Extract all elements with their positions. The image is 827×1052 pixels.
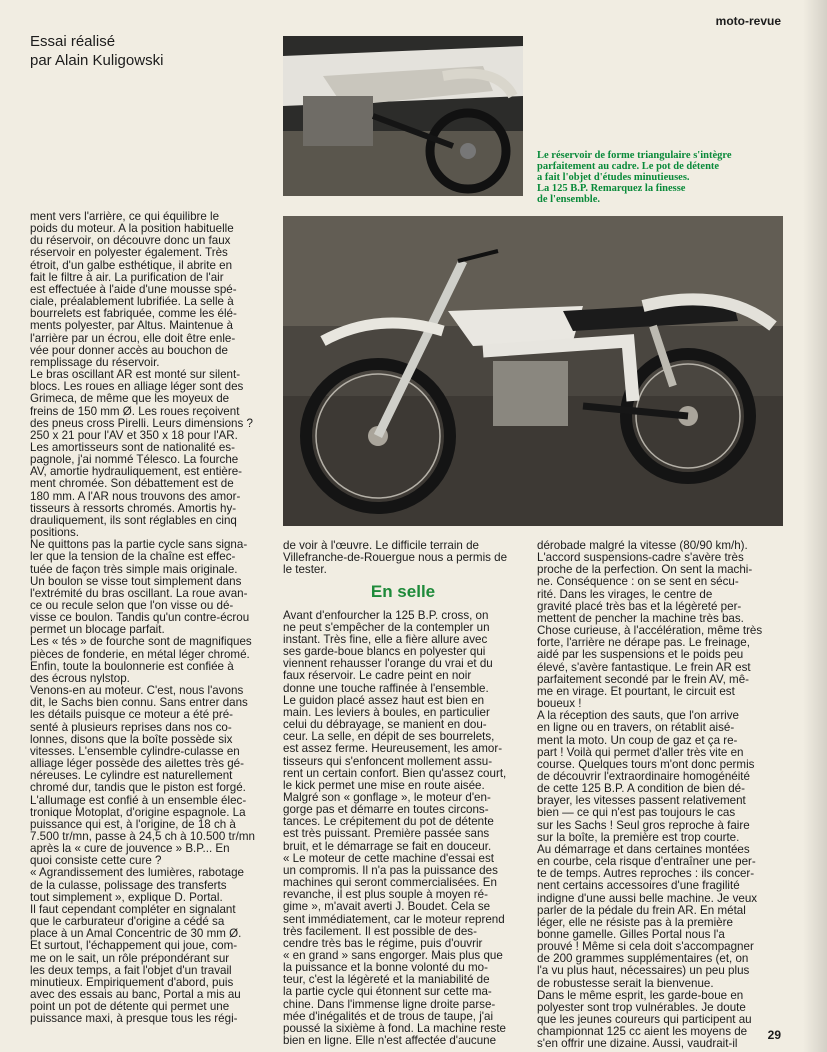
text-line: ment vers l'arrière, ce qui équilibre le	[30, 211, 220, 223]
text-line: des pneus cross Pirelli. Leurs dimensions ?	[30, 417, 253, 430]
text-line: prouvé ! Même si cela doit s'accompagner	[537, 941, 754, 954]
text-line: viennent rehausser l'orange du vrai et du	[283, 658, 493, 671]
text-line: forte, l'arrière ne dérape pas. Le freinage,	[537, 637, 750, 650]
text-line: étroit, d'un galbe esthétique, il abrite en	[30, 259, 233, 272]
text-line: ses garde-boue blancs en polyester qui	[283, 646, 486, 659]
text-line: point un pot de détente qui permet une	[30, 1001, 230, 1014]
text-line: est assez ferme. Heureusement, les amor-	[283, 743, 503, 756]
text-line: mettent de pencher la machine très bas.	[537, 612, 744, 625]
text-line: poids du moteur. A la position habituelle	[30, 223, 234, 236]
text-line: des écrous nylstop.	[30, 672, 130, 685]
text-line: tisseurs à ressorts chromés. Amortis hy-	[30, 502, 237, 515]
text-line: la puissance et la bonne volonté du mo-	[283, 962, 488, 975]
article-column-3	[537, 540, 783, 1051]
text-line: de voir à l'œuvre. Le difficile terrain de	[283, 540, 479, 552]
text-line: léger, elle ne résiste pas à la première	[537, 916, 733, 929]
text-line: Au démarrage et dans certaines montées	[537, 843, 750, 856]
text-line: dit, le Sachs bien connu. Sans entrer dans	[30, 697, 248, 710]
text-line: parfaitement secondé par le frein AV, mê-	[537, 673, 750, 686]
caption-line: a fait l'objet d'études minutieuses.	[537, 172, 690, 183]
text-line: parler de la pédale du frein AR. En métal	[537, 904, 746, 917]
text-line: 250 x 21 pour l'AV et 350 x 18 pour l'AR.	[30, 429, 238, 442]
text-line: drauliquement, ils sont réglables en cinq	[30, 514, 237, 527]
text-line: bruit, et le démarrage se fait en douceur.	[283, 840, 492, 853]
byline	[30, 32, 270, 70]
text-line: que les jeunes coureurs qui participent au	[537, 1014, 752, 1027]
text-line: sent immédiatement, car le moteur reprend	[283, 913, 505, 926]
text-line: néreuses. Le cylindre est naturellement	[30, 770, 233, 783]
text-line: Les « tés » de fourche sont de magnifiques	[30, 636, 252, 649]
text-line: après la « cure de jouvence » B.P... En	[30, 843, 230, 856]
caption-line: La 125 B.P. Remarquez la finesse	[537, 183, 686, 194]
photo-caption	[537, 150, 757, 205]
text-line: rent un certain confort. Bien qu'assez court,	[283, 767, 507, 780]
text-line: alliage léger possède des ailettes très gé-	[30, 758, 244, 771]
text-line: ce ou recule selon que l'on visse ou dé-	[30, 600, 234, 612]
text-line: blocs. Les roues en alliage léger sont des	[30, 381, 244, 394]
text-line: polyester sont trop vulnérables. Je doute	[537, 1001, 746, 1014]
text-line: du réservoir, on découvre donc un faux	[30, 235, 231, 248]
text-line: gime », m'avait averti J. Boudet. Cela se	[283, 901, 491, 914]
text-line: rité. Dans les virages, le centre de	[537, 588, 713, 601]
text-line: ment la moto. Un coup de gaz et ça re-	[537, 734, 738, 747]
text-line: est très puissant. Première passée sans	[283, 828, 490, 841]
text-line: faux réservoir. Le cadre peint en noir	[283, 670, 472, 683]
text-line: tuée de façon très simple mais originale.	[30, 563, 238, 576]
text-line: ments polyester, par Altus. Maintenue à	[30, 320, 234, 333]
caption-line: parfaitement au cadre. Le pot de détente	[537, 161, 720, 172]
text-line: un compromis. Il n'a pas la puissance des	[283, 864, 498, 877]
page-edge-shadow	[803, 0, 827, 1052]
text-line: L'accord suspensions-cadre s'avère très	[537, 552, 744, 565]
text-line: réservoir en polyester également. Très	[30, 247, 228, 260]
text-line: les détails puisque ce moteur a été pré-	[30, 709, 234, 722]
text-line: vée pour donner accès au bouchon de	[30, 344, 228, 357]
text-line: le tester.	[283, 564, 327, 577]
text-line: lonnes, disons que la boîte possède six	[30, 733, 233, 746]
text-line: « en grand » sans engorger. Mais plus que	[283, 950, 503, 962]
text-line: minutieux. Empiriquement d'abord, puis	[30, 976, 234, 989]
text-line: fait le filtre à air. La purification de l'air	[30, 271, 224, 284]
text-line: permet un blocage parfait.	[30, 624, 165, 637]
text-line: poussé la sixième à fond. La machine reste	[283, 1022, 506, 1035]
text-line: que le carburateur d'origine a cédé sa	[30, 916, 225, 929]
text-line: remplissage du réservoir.	[30, 356, 160, 369]
text-line: proche de la perfection. On sent la machi-	[537, 564, 753, 577]
text-line: ne peut s'empêcher de la contempler un	[283, 621, 490, 634]
text-line: quoi consiste cette cure ?	[30, 855, 162, 868]
text-line: machines qui seront commercialisées. En	[283, 877, 497, 890]
text-line: Malgré son « gonflage », le moteur d'en-	[283, 791, 491, 804]
text-line: l'extrémité du bras oscillant. La roue avan-	[30, 587, 248, 600]
article-column-1	[30, 211, 272, 1025]
text-line: puissance qui est, à l'origine, de 18 ch à	[30, 818, 236, 831]
motorcycle-detail-photo	[283, 36, 523, 196]
text-line: tout simplement », explique D. Portal.	[30, 891, 223, 904]
text-line: 7.500 tr/mn, passe à 24,5 ch à 10.500 tr/mn	[30, 830, 255, 843]
text-line: main. Les leviers à boules, en particulier	[283, 706, 490, 719]
caption-line: Le réservoir de forme triangulaire s'intègre	[537, 150, 732, 161]
text-line: bonne gamelle. Gilles Portal nous l'a	[537, 929, 725, 941]
text-line: pièces de fonderie, en métal léger chromé.	[30, 648, 250, 661]
text-line: tisseurs qui s'enfoncent mollement assu-	[283, 755, 493, 768]
text-line: boueux !	[537, 698, 582, 711]
section-heading: En selle	[370, 582, 436, 602]
text-line: les deux temps, a fait l'objet d'un travail	[30, 964, 232, 977]
text-line: nent certains accessoires d'une fragilité	[537, 880, 740, 893]
text-line: Grimeca, de même que les moyeux de	[30, 393, 230, 406]
text-line: vitesses. L'ensemble cylindre-culasse en	[30, 745, 240, 758]
text-line: le kick permet une mise en route aisée.	[283, 779, 485, 792]
text-line: Venons-en au moteur. C'est, nous l'avons	[30, 685, 244, 698]
text-line: l'arrière par un écrou, elle doit être enle-	[30, 332, 236, 345]
text-line: en ligne ou en travers, on rétablit aisé-	[537, 722, 735, 735]
text-line: A la réception des sauts, que l'on arrive	[537, 710, 740, 723]
text-line: cendre très bas le régime, puis d'ouvrir	[283, 937, 483, 950]
text-line: Enfin, toute la boulonnerie est confiée à	[30, 660, 234, 673]
text-line: Le guidon placé assez haut est bien en	[283, 694, 485, 707]
text-line: Avant d'enfourcher la 125 B.P. cross, on	[283, 609, 489, 622]
text-line: part ! Voilà qui permet d'aller très vite en	[537, 746, 744, 759]
text-line: mée d'inégalités et de trous de taupe, j'ai	[283, 1010, 494, 1023]
text-line: gravité placé très bas et la légèreté per-	[537, 600, 742, 613]
text-line: pagnole, j'ai nommé Télesco. La fourche	[30, 454, 239, 467]
text-line: donne une touche raffinée à l'ensemble.	[283, 682, 489, 695]
text-line: Et surtout, l'échappement qui joue, com-	[30, 940, 238, 953]
text-line: en courbe, cela risque d'entraîner une per-	[537, 856, 756, 869]
text-line: « Le moteur de cette machine d'essai est	[283, 852, 495, 865]
text-line: ment chromée. Son débattement est de	[30, 478, 234, 491]
page-number: 29	[767, 1028, 781, 1042]
text-line: instant. Très fine, elle a fière allure avec	[283, 633, 488, 646]
text-line: course. Quelques tours m'ont donc permis	[537, 758, 755, 771]
text-line: Ne quittons pas la partie cycle sans signa-	[30, 539, 248, 552]
text-line: chine. Dans l'immense ligne droite parse-	[283, 998, 496, 1011]
caption-line: de l'ensemble.	[537, 194, 600, 205]
text-line: chromé dur, tandis que le piston est forgé.	[30, 782, 246, 795]
text-line: aidé par les suspensions et le poids peu	[537, 649, 744, 662]
byline-line-1: Essai réalisé	[30, 33, 116, 50]
text-line: Dans le même esprit, les garde-boue en	[537, 989, 744, 1002]
text-line: ne. Conséquence : on se sent en sécu-	[537, 576, 739, 589]
text-line: dérobade malgré la vitesse (80/90 km/h).	[537, 540, 748, 552]
text-line: s'en offrir une dizaine. Aussi, vaudrait-il	[537, 1038, 738, 1051]
magazine-name: moto-revue	[715, 14, 781, 28]
text-line: sur les Sachs ! Seul gros reproche à faire	[537, 819, 750, 832]
text-line: « Agrandissement des lumières, rabotage	[30, 867, 244, 880]
text-line: Le bras oscillant AR est monté sur silent-	[30, 369, 241, 382]
text-line: tances. Le crépitement du pot de détente	[283, 816, 494, 829]
text-line: bien — ce qui n'est pas toujours le cas	[537, 807, 736, 820]
text-line: de cette 125 B.P. A condition de bien dé-	[537, 783, 745, 796]
text-line: avec des essais au banc, Portal a mis au	[30, 989, 241, 1001]
text-line: senté à plusieurs reprises dans nos co-	[30, 721, 232, 734]
text-line: de découvrir l'extraordinaire homogénéité	[537, 770, 750, 783]
byline-line-2: par Alain Kuligowski	[30, 52, 164, 69]
text-line: ciale, préalablement lubrifiée. La selle à	[30, 296, 234, 309]
text-line: ceur. La selle, en dépit de ses bourrelets,	[283, 731, 495, 744]
motorcycle-main-photo	[283, 216, 783, 526]
article-column-2	[283, 540, 523, 1047]
text-line: gorge pas et démarre en toutes circons-	[283, 804, 489, 817]
text-line: positions.	[30, 527, 79, 540]
text-line: élevé, s'avère fantastique. Le frein AR est	[537, 661, 751, 674]
text-line: me on le sait, un rôle prépondérant sur	[30, 952, 230, 965]
text-line: championnat 125 cc aient les moyens de	[537, 1026, 748, 1039]
text-line: très facilement. Il est possible de des-	[283, 925, 477, 938]
text-line: AV, amortie hydrauliquement, est entière-	[30, 466, 243, 479]
text-line: puissance maxi, à presque tous les régi-	[30, 1013, 238, 1026]
text-line: l'a vu plus haut, nécessaires) un peu plus	[537, 965, 750, 978]
text-line: te de temps. Autres reproches : ils concer-	[537, 868, 755, 881]
text-line: de robustesse serait la bienvenue.	[537, 977, 714, 990]
text-line: sur la boîte, la première est trop courte.	[537, 831, 740, 844]
text-line: est effectuée à l'aide d'une mousse spé-	[30, 283, 237, 296]
text-line: Les amortisseurs sont de nationalité es-	[30, 441, 235, 454]
text-line: la partie cycle qui étonnent sur cette ma-	[283, 986, 492, 999]
text-line: Villefranche-de-Rouergue nous a permis de	[283, 552, 508, 565]
text-line: visse ce boulon. Tandis qu'un contre-écrou	[30, 612, 250, 625]
text-line: Un boulon se visse tout simplement dans	[30, 575, 242, 588]
text-line: Il faut cependant compléter en signalant	[30, 903, 236, 916]
text-line: bien en ligne. Elle n'est affectée d'aucune	[283, 1035, 497, 1048]
text-line: brayer, les vitesses passent relativement	[537, 795, 746, 808]
text-line: place à un Amal Concentric de 30 mm Ø.	[30, 928, 242, 941]
text-line: indigne d'une aussi belle machine. Je veux	[537, 892, 758, 905]
text-line: L'allumage est confié à un ensemble élec-	[30, 794, 247, 807]
text-line: celui du débrayage, se manient en dou-	[283, 719, 487, 732]
text-line: tronique Motoplat, d'origine espagnole. La	[30, 806, 246, 819]
text-line: me en virage. Et pourtant, le circuit est	[537, 685, 735, 698]
text-line: freins de 150 mm Ø. Les roues reçoivent	[30, 405, 240, 418]
text-line: de 200 grammes supplémentaires (et, on	[537, 953, 749, 966]
text-line: bourrelets est fabriquée, comme les élé-	[30, 308, 237, 321]
text-line: de la culasse, polissage des transferts	[30, 879, 227, 892]
text-line: Chose curieuse, à l'accélération, même très	[537, 625, 763, 638]
text-line: 180 mm. A l'AR nous trouvons des amor-	[30, 490, 241, 503]
text-line: revanche, il est plus souple à moyen ré-	[283, 889, 488, 902]
text-line: ler que la tension de la chaîne est effec-	[30, 551, 236, 564]
text-line: teur, c'est la légèreté et la maniabilité de	[283, 974, 490, 987]
